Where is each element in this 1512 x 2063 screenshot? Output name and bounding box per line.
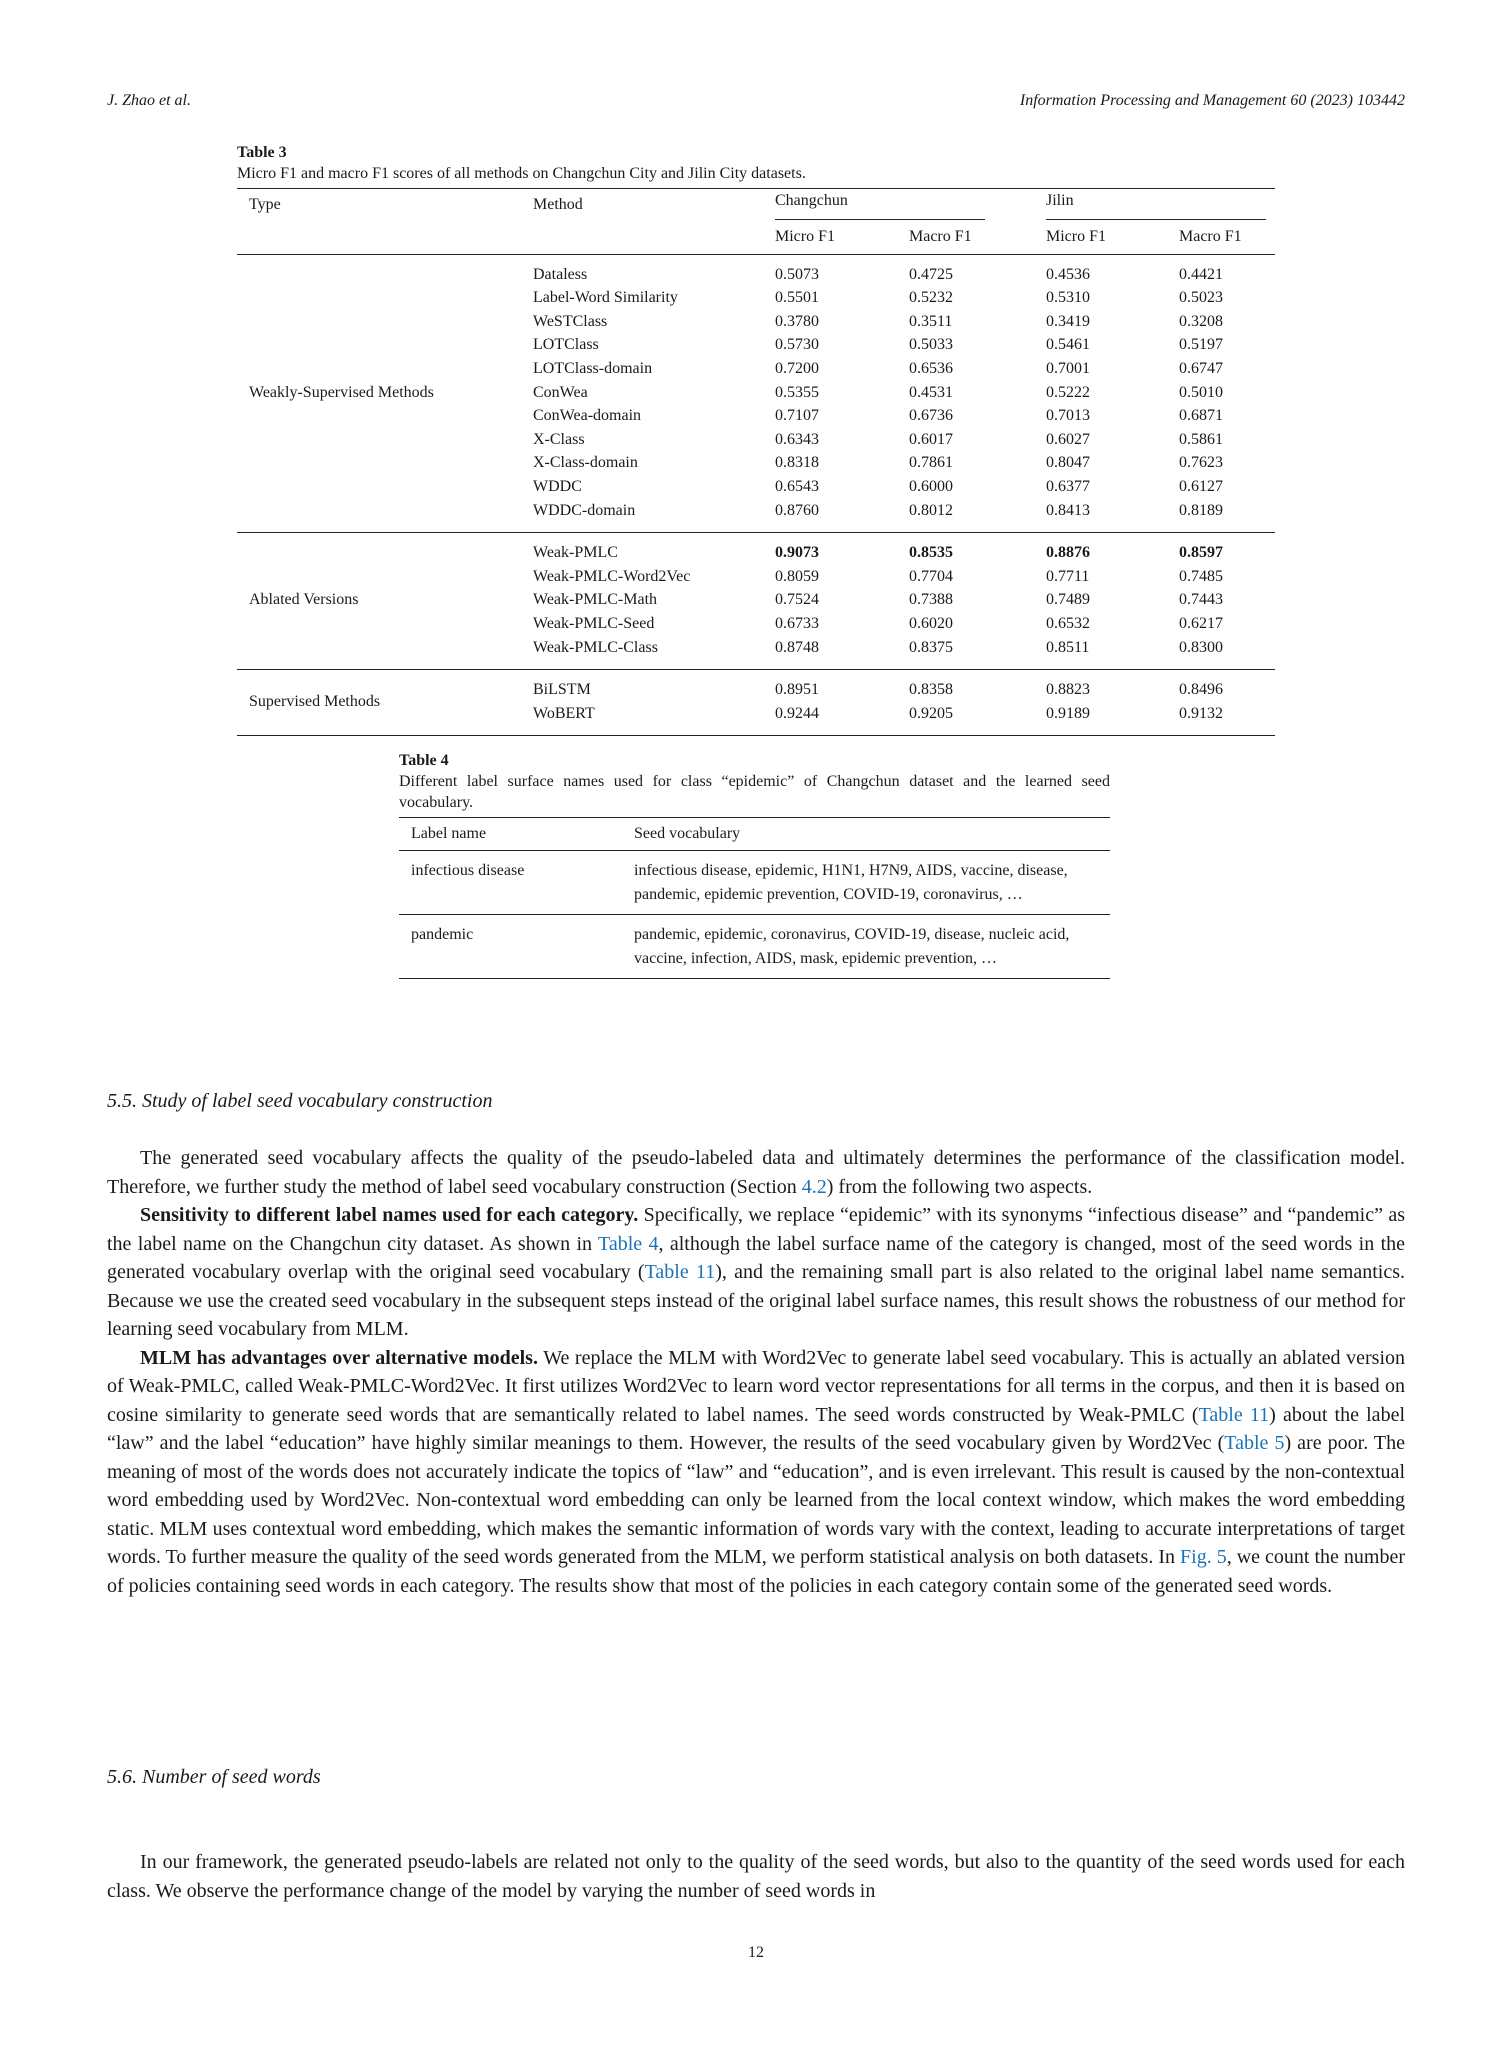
score-cell: 0.7524 [775, 591, 819, 609]
table-row [237, 263, 1275, 287]
score-cell: 0.8511 [1046, 638, 1090, 656]
score-cell: 0.5730 [775, 336, 819, 354]
type-cell: Weakly-Supervised Methods [249, 383, 434, 401]
score-cell: 0.8059 [775, 567, 819, 585]
seed-vocab-cell: pandemic, epidemic, coronavirus, COVID-19, disease, nucleic acid, vaccine, infection, AIDS, mask, epidemic prevention, … [622, 915, 1110, 979]
table-link[interactable]: Table 4 [598, 1232, 659, 1255]
score-cell: 0.3208 [1179, 312, 1223, 330]
method-cell: Dataless [533, 265, 588, 283]
score-cell: 0.8047 [1046, 454, 1090, 472]
score-cell: 0.4725 [909, 265, 953, 283]
method-cell: Weak-PMLC-Seed [533, 614, 655, 632]
section-5-5-heading: 5.5. Study of label seed vocabulary construction [107, 1090, 493, 1112]
score-cell: 0.9073 [775, 544, 819, 562]
score-cell: 0.7711 [1046, 567, 1090, 585]
score-cell: 0.5197 [1179, 336, 1223, 354]
score-cell: 0.8535 [909, 544, 953, 562]
table-row [399, 851, 1110, 915]
jl-micro-header: Micro F1 [1034, 220, 1167, 255]
paragraph: The generated seed vocabulary affects the quality of the pseudo-labeled data and ultimately determines the performance of the classification model. Therefore, we further study the method of label seed vocabulary construction (Section 4.2) from the following two aspects. [107, 1147, 1405, 1198]
method-cell: LOTClass-domain [533, 359, 653, 377]
method-cell: Label-Word Similarity [533, 289, 678, 307]
score-cell: 0.7001 [1046, 359, 1090, 377]
page-number: 12 [748, 1944, 764, 1961]
score-cell: 0.6217 [1179, 614, 1223, 632]
table-3-body [237, 254, 1275, 736]
score-cell: 0.7388 [909, 591, 953, 609]
method-cell: X-Class-domain [533, 454, 638, 472]
spacer-row [237, 533, 1275, 542]
score-cell: 0.7107 [775, 407, 819, 425]
score-cell: 0.8318 [775, 454, 819, 472]
table-3 [237, 143, 1275, 736]
label-name-cell: infectious disease [399, 851, 622, 915]
score-cell: 0.5501 [775, 289, 819, 307]
type-cell: Supervised Methods [249, 692, 381, 710]
col-type-header: Type [237, 189, 521, 220]
score-cell: 0.7013 [1046, 407, 1090, 425]
type-cell: Ablated Versions [249, 591, 359, 609]
table-row [399, 915, 1110, 979]
score-cell: 0.9189 [1046, 704, 1090, 722]
method-cell: WDDC [533, 477, 582, 495]
group-changchun-header: Changchun [763, 189, 1034, 220]
score-cell: 0.8375 [909, 638, 953, 656]
col-method-header: Method [521, 189, 763, 220]
section-5-6-heading: 5.6. Number of seed words [107, 1766, 321, 1788]
score-cell: 0.8012 [909, 501, 953, 519]
figure-link[interactable]: Fig. 5 [1180, 1546, 1227, 1568]
group-divider [237, 659, 1275, 670]
cc-macro-header: Macro F1 [897, 220, 1034, 255]
score-cell: 0.6532 [1046, 614, 1090, 632]
table-3-caption: Micro F1 and macro F1 scores of all methods on Changchun City and Jilin City datasets. [237, 165, 806, 182]
table-3-grid [237, 188, 1275, 736]
score-cell: 0.8876 [1046, 544, 1090, 562]
score-cell: 0.9132 [1179, 704, 1223, 722]
method-cell: BiLSTM [533, 681, 591, 699]
table-link[interactable]: Table 5 [1224, 1432, 1285, 1454]
score-cell: 0.7485 [1179, 567, 1223, 585]
method-cell: WeSTClass [533, 312, 608, 330]
section-5-5-body [107, 1144, 1405, 1600]
running-header [107, 92, 1405, 114]
score-cell: 0.8189 [1179, 501, 1223, 519]
score-cell: 0.9244 [775, 704, 819, 722]
group-divider [237, 522, 1275, 533]
score-cell: 0.6747 [1179, 359, 1223, 377]
col-seed-vocab-header: Seed vocabulary [622, 818, 1110, 851]
score-cell: 0.8300 [1179, 638, 1223, 656]
table-row [237, 678, 1275, 702]
score-cell: 0.5310 [1046, 289, 1090, 307]
method-cell: WDDC-domain [533, 501, 636, 519]
score-cell: 0.7489 [1046, 591, 1090, 609]
score-cell: 0.5073 [775, 265, 819, 283]
col-label-name-header: Label name [399, 818, 622, 851]
spacer-row [237, 254, 1275, 263]
score-cell: 0.5355 [775, 383, 819, 401]
method-cell: Weak-PMLC [533, 544, 618, 562]
spacer-row [237, 670, 1275, 679]
label-name-cell: pandemic [399, 915, 622, 979]
table-4 [399, 751, 1110, 979]
score-cell: 0.8496 [1179, 681, 1223, 699]
score-cell: 0.6000 [909, 477, 953, 495]
score-cell: 0.5033 [909, 336, 953, 354]
score-cell: 0.5232 [909, 289, 953, 307]
score-cell: 0.5222 [1046, 383, 1090, 401]
table-row [237, 541, 1275, 565]
score-cell: 0.6017 [909, 430, 953, 448]
method-cell: Weak-PMLC-Class [533, 638, 658, 656]
score-cell: 0.7704 [909, 567, 953, 585]
score-cell: 0.5461 [1046, 336, 1090, 354]
group-divider [237, 725, 1275, 736]
score-cell: 0.6733 [775, 614, 819, 632]
score-cell: 0.7443 [1179, 591, 1223, 609]
score-cell: 0.6343 [775, 430, 819, 448]
method-cell: ConWea-domain [533, 407, 642, 425]
score-cell: 0.6736 [909, 407, 953, 425]
header-journal: Information Processing and Management 60 (2023) 103442 [1019, 92, 1405, 109]
score-cell: 0.8358 [909, 681, 953, 699]
table-link[interactable]: Table 11 [1198, 1403, 1270, 1426]
score-cell: 0.4421 [1179, 265, 1223, 283]
score-cell: 0.3419 [1046, 312, 1090, 330]
score-cell: 0.8597 [1179, 544, 1223, 562]
score-cell: 0.6536 [909, 359, 953, 377]
score-cell: 0.6027 [1046, 430, 1090, 448]
score-cell: 0.3780 [775, 312, 819, 330]
score-cell: 0.6543 [775, 477, 819, 495]
score-cell: 0.4531 [909, 383, 953, 401]
score-cell: 0.8951 [775, 681, 819, 699]
table-4-label: Table 4 [399, 752, 449, 769]
score-cell: 0.6871 [1179, 407, 1223, 425]
method-cell: ConWea [533, 383, 588, 401]
jl-macro-header: Macro F1 [1167, 220, 1275, 255]
score-cell: 0.8413 [1046, 501, 1090, 519]
score-cell: 0.4536 [1046, 265, 1090, 283]
paragraph: MLM has advantages over alternative models. We replace the MLM with Word2Vec to generate label seed vocabulary. This is actually an ablated version of Weak-PMLC, called Weak-PMLC-Word2Vec. It first utilizes Word2Vec to learn word vector representations for all terms in the corpus, and then it is based on cosine similarity to generate seed words that are semantically related to label names. The seed words constructed by Weak-PMLC (Table 11) about the label “law” and the label “education” have highly similar meanings to them. However, the results of the seed vocabulary given by Word2Vec (Table 5) are poor. The meaning of most of the words does not accurately indicate the topics of “law” and “education”, and is even irrelevant. This result is caused by the non-contextual word embedding used by Word2Vec. Non-contextual word embedding can only be learned from the local context window, which makes the word embedding static. MLM uses contextual word embedding, which makes the semantic information of words vary with the context, leading to accurate interpretations of target words. To further measure the quality of the seed words generated from the MLM, we perform statistical analysis on both datasets. In Fig. 5, we count the number of policies containing seed words in each category. The results show that most of the policies in each category contain some of the generated seed words. [107, 1346, 1405, 1597]
score-cell: 0.3511 [909, 312, 953, 330]
method-cell: X-Class [533, 430, 585, 448]
cc-micro-header: Micro F1 [763, 220, 897, 255]
table-4-grid [399, 817, 1110, 979]
header-authors: J. Zhao et al. [107, 92, 191, 109]
method-cell: WoBERT [533, 704, 595, 722]
method-cell: Weak-PMLC-Word2Vec [533, 567, 691, 585]
score-cell: 0.7861 [909, 454, 953, 472]
score-cell: 0.9205 [909, 704, 953, 722]
seed-vocab-cell: infectious disease, epidemic, H1N1, H7N9, AIDS, vaccine, disease, pandemic, epidemic prevention, COVID-19, coronavirus, … [622, 851, 1110, 915]
score-cell: 0.6377 [1046, 477, 1090, 495]
score-cell: 0.8823 [1046, 681, 1090, 699]
score-cell: 0.5861 [1179, 430, 1223, 448]
score-cell: 0.6020 [909, 614, 953, 632]
score-cell: 0.6127 [1179, 477, 1223, 495]
table-3-label: Table 3 [237, 144, 287, 161]
section-link[interactable]: 4.2 [801, 1175, 827, 1198]
paragraph: Sensitivity to different label names used for each category. Specifically, we replace “epidemic” with its synonyms “infectious disease” and “pandemic” as the label name on the Changchun city dataset. As shown in Table 4, although the label surface name of the category is changed, most of the seed words in the generated vocabulary overlap with the original seed vocabulary (Table 11), and the remaining small part is also related to the original label name semantics. Because we use the created seed vocabulary in the subsequent steps instead of the original label surface names, this result shows the robustness of our method for learning seed vocabulary from MLM. [107, 1204, 1406, 1340]
group-jilin-header: Jilin [1034, 189, 1275, 220]
score-cell: 0.7200 [775, 359, 819, 377]
table-4-caption: Different label surface names used for class “epidemic” of Changchun dataset and the learned seed vocabulary. [399, 773, 1110, 811]
score-cell: 0.8760 [775, 501, 819, 519]
section-5-6-body [107, 1848, 1405, 1905]
score-cell: 0.5010 [1179, 383, 1223, 401]
score-cell: 0.8748 [775, 638, 819, 656]
method-cell: LOTClass [533, 336, 599, 354]
method-cell: Weak-PMLC-Math [533, 591, 658, 609]
score-cell: 0.7623 [1179, 454, 1223, 472]
table-link[interactable]: Table 11 [644, 1261, 716, 1283]
score-cell: 0.5023 [1179, 289, 1223, 307]
paragraph: In our framework, the generated pseudo-labels are related not only to the quality of the seed words, but also to the quantity of the seed words used for each class. We observe the performance change of the model by varying the number of seed words in [107, 1851, 1405, 1902]
